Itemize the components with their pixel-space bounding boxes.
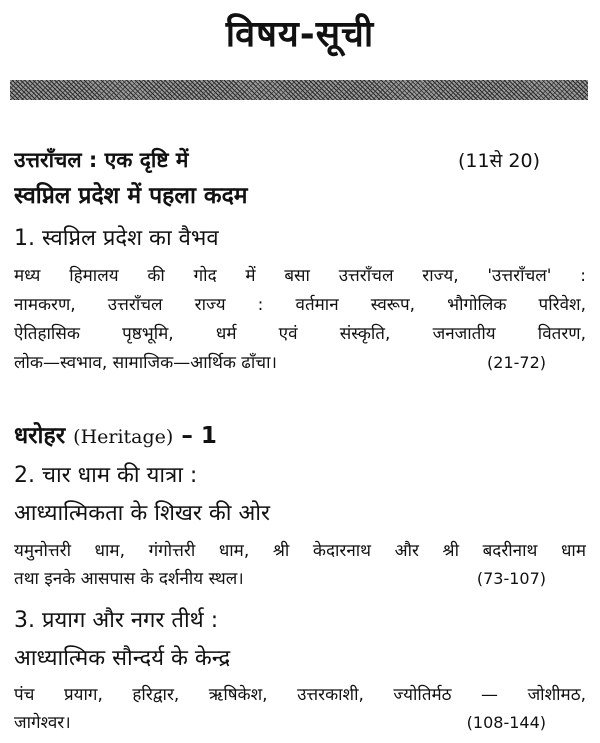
chapter-1-title: 1. स्वप्निल प्रदेश का वैभव — [14, 226, 219, 251]
chapter-2-title-line2: आध्यात्मिकता के शिखर की ओर — [14, 501, 271, 526]
page-title: विषय-सूची — [225, 14, 375, 55]
chapter-2-pages: (73-107) — [476, 569, 546, 588]
chapter-2-title-line1: 2. चार धाम की यात्रा : — [14, 463, 198, 488]
chapter-1-pages: (21-72) — [487, 353, 546, 372]
intro-heading: उत्तराँचल : एक दृष्टि में — [14, 148, 189, 172]
intro-pages: (11से 20) — [457, 150, 540, 172]
chapter-2-last-row — [14, 566, 586, 589]
chapter-3-title-line1: 3. प्रयाग और नगर तीर्थ : — [14, 608, 219, 633]
chapter-1-line: ऐतिहासिक पृष्ठभूमि, धर्म एवं संस्कृति, जनजातीय वितरण, — [14, 324, 586, 344]
chapter-1-last-row — [14, 350, 586, 373]
chapter-3-title-line2: आध्यात्मिक सौन्दर्य के केन्द्र — [14, 646, 231, 671]
chapter-3-pages: (108-144) — [466, 713, 546, 732]
heritage-heading-hindi: धरोहर — [14, 423, 66, 449]
heritage-heading — [14, 418, 586, 450]
chapter-1-line: मध्य हिमालय की गोद में बसा उत्तराँचल राज्य, 'उत्तराँचल' : — [14, 266, 586, 286]
intro-heading-row — [14, 146, 586, 174]
chapter-3-line: पंच प्रयाग, हरिद्वार, ऋषिकेश, उत्तरकाशी, ज्योतिर्मठ — जोशीमठ, — [14, 685, 586, 705]
heritage-heading-number: – 1 — [181, 423, 217, 449]
chapter-3-last-row — [14, 710, 586, 733]
intro-subheading: स्वप्निल प्रदेश में पहला कदम — [14, 183, 248, 209]
chapter-1-line: नामकरण, उत्तराँचल राज्य : वर्तमान स्वरूप, भौगोलिक परिवेश, — [14, 295, 586, 315]
decorative-divider — [10, 80, 588, 100]
chapter-1-line: लोक—स्वभाव, सामाजिक—आर्थिक ढाँचा। — [14, 353, 277, 373]
chapter-3-line: जागेश्वर। — [14, 713, 71, 733]
chapter-2-line: यमुनोत्तरी धाम, गंगोत्तरी धाम, श्री केदारनाथ और श्री बदरीनाथ धाम — [14, 541, 586, 561]
chapter-2-line: तथा इनके आसपास के दर्शनीय स्थल। — [14, 569, 244, 589]
heritage-heading-english: (Heritage) — [73, 426, 174, 448]
